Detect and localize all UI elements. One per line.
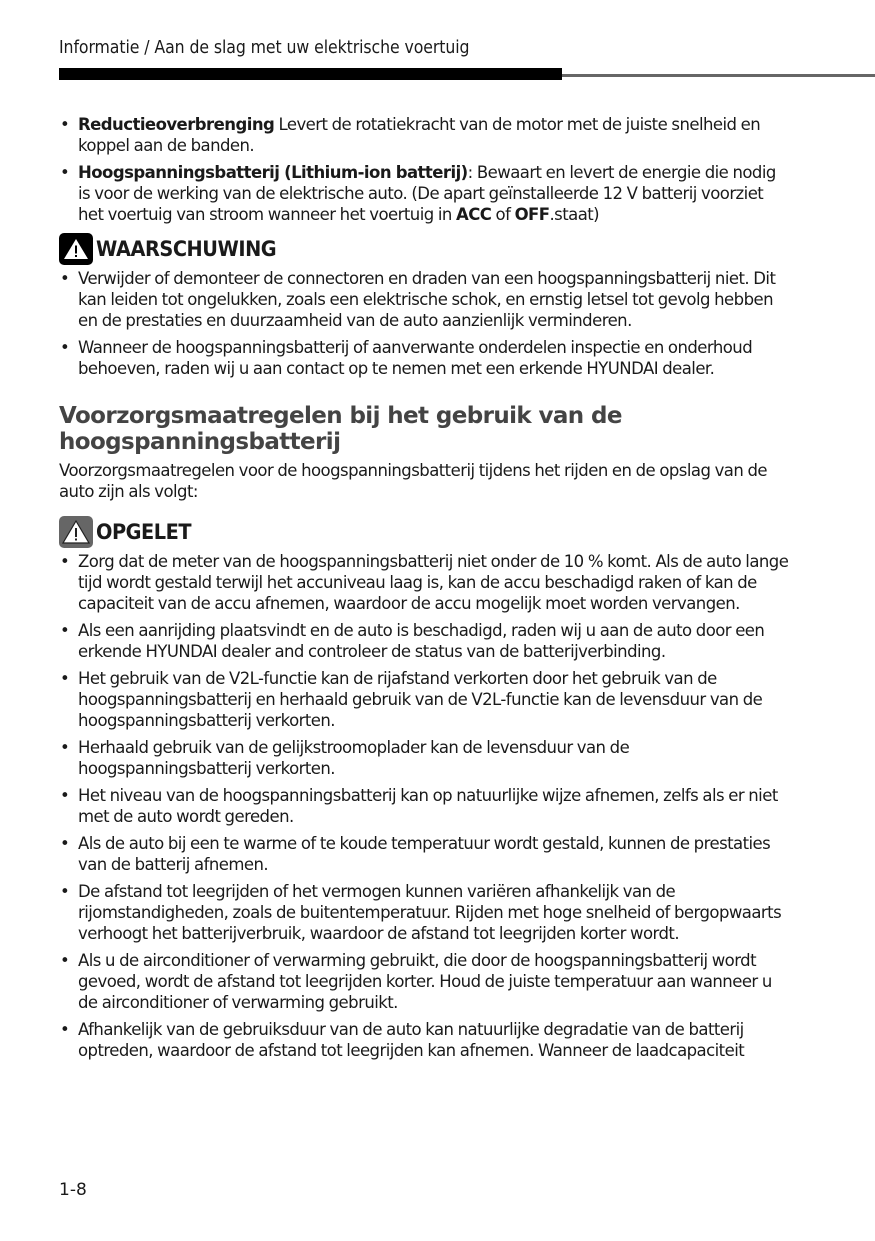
caution-heading <box>59 516 789 548</box>
list-item <box>59 785 789 827</box>
list-item <box>59 737 789 779</box>
breadcrumb: Informatie / Aan de slag met uw elektrische voertuig <box>59 38 470 58</box>
caution-text: Als u de airconditioner of verwarming gebruikt, die door de hoogspanningsbatterij wordt gevoed, wordt de afstand tot leegrijden korter. Houd de juiste temperatuur aan wanneer u de airconditioner of verwarming gebruikt. <box>78 951 772 1012</box>
off-label: OFF <box>514 205 550 224</box>
caution-text: Herhaald gebruik van de gelijkstroomoplader kan de levensduur van de hoogspanningsbatterij verkorten. <box>78 738 630 778</box>
list-item <box>59 268 789 331</box>
header-rule-thick <box>59 68 562 80</box>
page-content <box>59 114 789 1067</box>
caution-text: Zorg dat de meter van de hoogspanningsbatterij niet onder de 10 % komt. Als de auto lange tijd wordt gestald terwijl het accuniveau laag is, kan de accu beschadigd raken of kan de capaciteit van de accu afnemen, waardoor de accu mogelijk moet worden vervangen. <box>78 552 789 613</box>
bullet-icon: • <box>60 1020 70 1039</box>
bullet-icon: • <box>60 552 70 571</box>
bullet-icon: • <box>60 338 70 357</box>
page-number: 1-8 <box>59 1180 87 1200</box>
caution-text: Als een aanrijding plaatsvindt en de auto is beschadigd, raden wij u aan de auto door een erkende HYUNDAI dealer and controleer de status van de batterijverbinding. <box>78 621 765 661</box>
bullet-icon: • <box>60 882 70 901</box>
term: Hoogspanningsbatterij (Lithium-ion batterij) <box>78 163 468 182</box>
section-title: Voorzorgsmaatregelen bij het gebruik van de hoogspanningsbatterij <box>59 403 622 455</box>
definition: Levert de rotatiekracht van de motor met de juiste snelheid en koppel aan de banden. <box>78 115 761 155</box>
warning-text: Verwijder of demonteer de connectoren en draden van een hoogspanningsbatterij niet. Dit kan leiden tot ongelukken, zoals een elektrische schok, en ernstig letsel tot gevolg hebben en de prestaties en duurzaamheid van de auto aanzienlijk verminderen. <box>78 269 776 330</box>
bullet-icon: • <box>60 621 70 640</box>
list-item <box>59 337 789 379</box>
term: Reductieoverbrenging <box>78 115 275 134</box>
caution-text: Als de auto bij een te warme of te koude temperatuur wordt gestald, kunnen de prestaties van de batterij afnemen. <box>78 834 771 874</box>
bullet-icon: • <box>60 669 70 688</box>
list-item <box>59 1019 789 1061</box>
warning-triangle-icon <box>59 233 93 265</box>
list-item <box>59 162 789 225</box>
caution-text: De afstand tot leegrijden of het vermogen kunnen variëren afhankelijk van de rijomstandigheden, zoals de buitentemperatuur. Rijden met hoge snelheid of bergopwaarts verhoogt het batterijverbruik, waardoor de afstand tot leegrijden korter wordt. <box>78 882 782 943</box>
caution-triangle-icon <box>59 516 93 548</box>
bullet-icon: • <box>60 163 70 182</box>
caution-text: Afhankelijk van de gebruiksduur van de auto kan natuurlijke degradatie van de batterij optreden, waardoor de afstand tot leegrijden kan afnemen. Wanneer de laadcapaciteit <box>78 1020 745 1060</box>
bullet-icon: • <box>60 115 70 134</box>
bullet-icon: • <box>60 738 70 757</box>
component-list <box>59 114 789 225</box>
list-item <box>59 881 789 944</box>
list-item <box>59 668 789 731</box>
list-item <box>59 620 789 662</box>
caution-text: Het gebruik van de V2L-functie kan de rijafstand verkorten door het gebruik van de hoogspanningsbatterij en herhaald gebruik van de V2L-functie kan de levensduur van de hoogspanningsbatterij verkorten. <box>78 669 763 730</box>
list-item <box>59 833 789 875</box>
list-item <box>59 950 789 1013</box>
warning-label: WAARSCHUWING <box>96 237 277 261</box>
bullet-icon: • <box>60 269 70 288</box>
bullet-icon: • <box>60 834 70 853</box>
list-item <box>59 114 789 156</box>
warning-list <box>59 268 789 379</box>
list-item <box>59 551 789 614</box>
section-intro: Voorzorgsmaatregelen voor de hoogspanningsbatterij tijdens het rijden en de opslag van de auto zijn als volgt: <box>59 461 767 501</box>
definition: : Bewaart en levert de energie die nodig is voor de werking van de elektrische auto. (De apart geïnstalleerde 12 V batterij voorziet het voertuig van stroom wanneer het voertuig in <box>78 163 776 224</box>
bullet-icon: • <box>60 786 70 805</box>
bullet-icon: • <box>60 951 70 970</box>
caution-label: OPGELET <box>96 520 192 544</box>
caution-text: Het niveau van de hoogspanningsbatterij kan op natuurlijke wijze afnemen, zelfs als er niet met de auto wordt gereden. <box>78 786 778 826</box>
warning-heading <box>59 233 789 265</box>
definition-cont: of <box>491 205 515 224</box>
acc-label: ACC <box>456 205 492 224</box>
caution-list <box>59 551 789 1061</box>
header-rule-thin <box>562 74 875 77</box>
warning-text: Wanneer de hoogspanningsbatterij of aanverwante onderdelen inspectie en onderhoud behoeven, raden wij u aan contact op te nemen met een erkende HYUNDAI dealer. <box>78 338 753 378</box>
definition-end: .staat) <box>549 205 600 224</box>
